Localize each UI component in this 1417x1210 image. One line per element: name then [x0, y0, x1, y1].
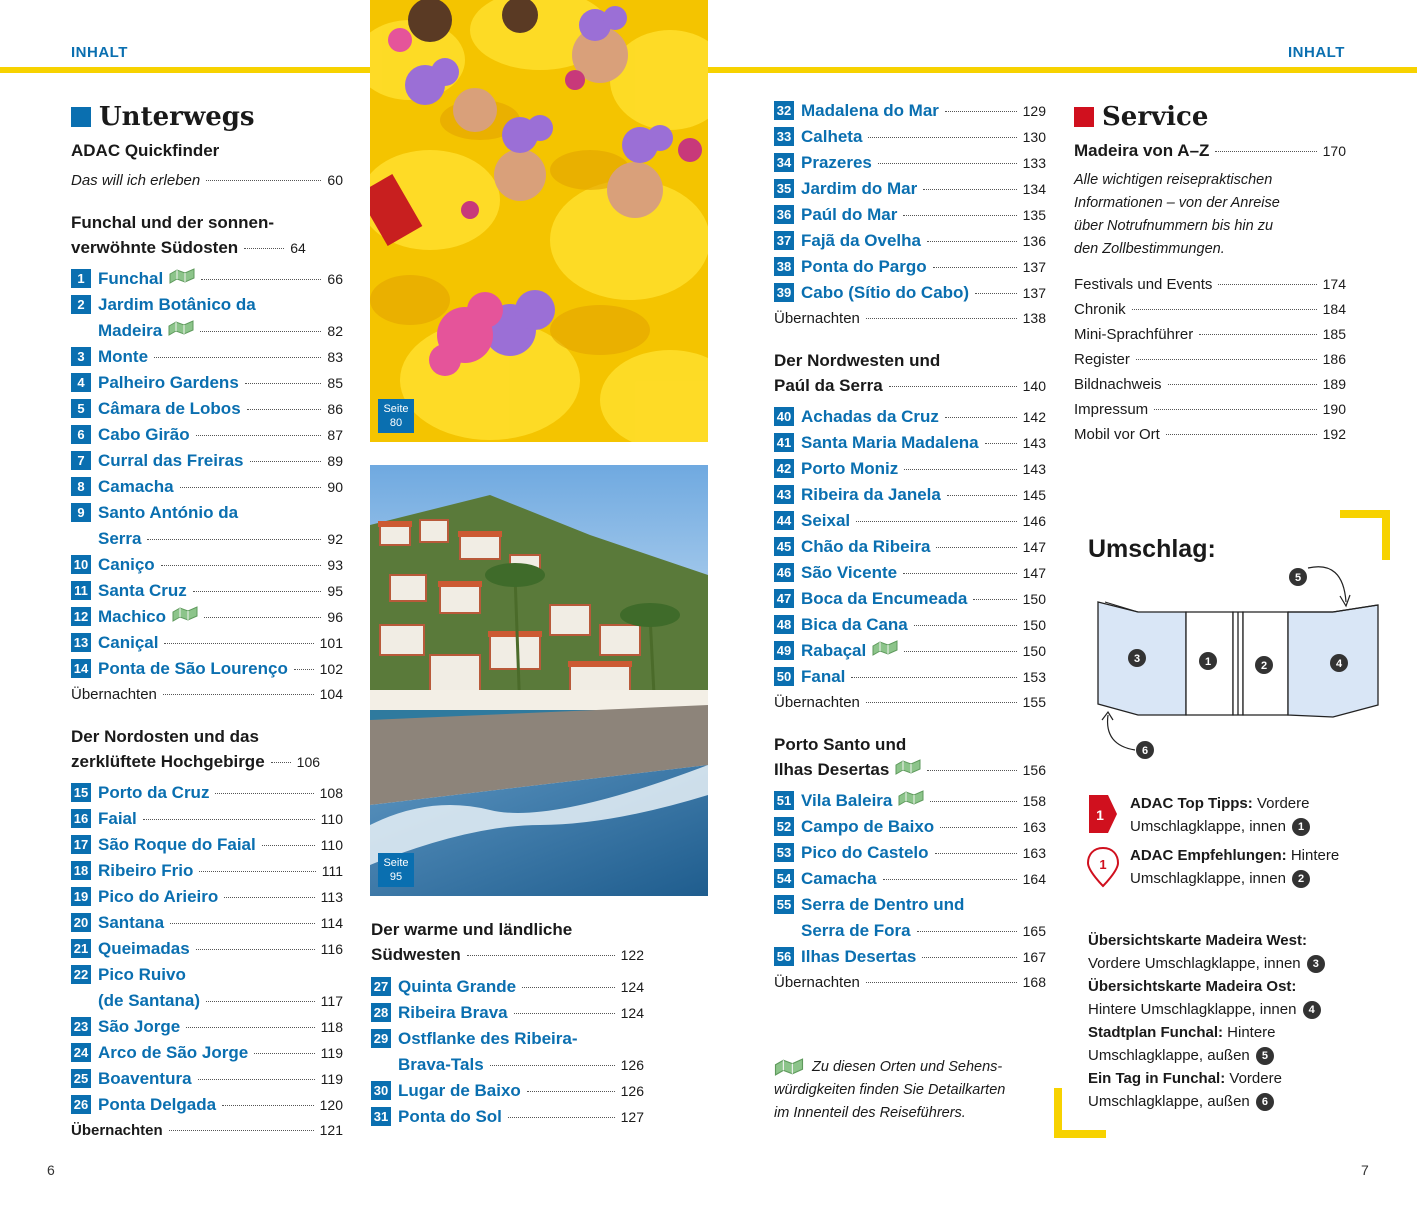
header-inhalt-left: INHALT: [71, 44, 128, 61]
toc-entry[interactable]: 22 Pico Ruivo: [71, 962, 343, 987]
toc-entry-madeira-a-z[interactable]: Madeira von A–Z 170: [1074, 141, 1346, 160]
cover-panel-label-4: 4: [1335, 658, 1343, 670]
stop-number-badge: 12: [71, 607, 91, 626]
quickfinder-heading: ADAC Quickfinder: [71, 141, 220, 160]
stop-number-badge: 38: [774, 257, 794, 276]
yellow-rule-left: [0, 67, 370, 73]
flower-festival-illustration: [370, 0, 708, 442]
stop-number-badge: 11: [71, 581, 91, 600]
blue-square-icon: [71, 107, 91, 127]
toc-entry[interactable]: 32 Madalena do Mar 129: [774, 98, 1046, 124]
detail-map-icon: [872, 640, 898, 656]
toc-column-service: [1074, 100, 1346, 447]
stop-number-badge: 52: [774, 817, 794, 836]
toc-entry-continued[interactable]: Serra de Fora 165: [801, 921, 1046, 940]
toc-entry[interactable]: 31 Ponta do Sol 127: [371, 1104, 644, 1130]
stop-number-badge: 8: [71, 477, 91, 496]
toc-entry-continued[interactable]: Brava-Tals 126: [398, 1055, 644, 1074]
detail-map-icon: [895, 759, 921, 775]
yellow-corner-top-right: [1338, 510, 1392, 564]
header-inhalt-right: INHALT: [1288, 44, 1345, 61]
toc-entry-uebernachten-nordwesten[interactable]: Übernachten 155: [774, 694, 1046, 711]
toc-entry[interactable]: 15 Porto da Cruz 108: [71, 780, 343, 806]
page-number-left: 6: [47, 1162, 55, 1178]
toc-entry[interactable]: 9 Santo António da: [71, 500, 343, 525]
region-heading-nordwesten-page[interactable]: Paúl da Serra 140: [774, 376, 1046, 395]
toc-entry[interactable]: 51 Vila Baleira 158: [774, 788, 1046, 814]
toc-entry[interactable]: 49 Rabaçal 150: [774, 638, 1046, 664]
stop-number-badge: 23: [71, 1017, 91, 1036]
toc-entry[interactable]: 26 Ponta Delgada 120: [71, 1092, 343, 1118]
toc-entry[interactable]: 47 Boca da Encumeada 150: [774, 586, 1046, 612]
cover-map-title: Ein Tag in Funchal: Vordere: [1088, 1070, 1282, 1087]
stop-number-badge: 29: [371, 1029, 391, 1048]
region-heading-portosanto-page[interactable]: Ilhas Desertas 156: [774, 760, 1046, 779]
stop-number-badge: 33: [774, 127, 794, 146]
stop-number-badge: 25: [71, 1069, 91, 1088]
detail-map-icon: [898, 790, 924, 806]
stop-number-badge: 45: [774, 537, 794, 556]
page-number-right: 7: [1361, 1162, 1369, 1178]
stop-number-badge: 1: [71, 269, 91, 288]
toc-entry[interactable]: 55 Serra de Dentro und: [774, 892, 1046, 917]
stop-number-badge: 18: [71, 861, 91, 880]
detail-map-icon: [774, 1058, 804, 1076]
toc-entry[interactable]: 12 Machico 96: [71, 604, 343, 630]
toc-entry[interactable]: 33 Calheta 130: [774, 124, 1046, 150]
toc-entry[interactable]: 50 Fanal 153: [774, 664, 1046, 690]
stop-number-badge: 24: [71, 1043, 91, 1062]
stop-number-badge: 53: [774, 843, 794, 862]
umschlag-heading: Umschlag:: [1088, 535, 1216, 563]
toc-list-funchal: [71, 266, 343, 682]
region-heading-suedwesten-page[interactable]: Südwesten 122: [371, 945, 644, 964]
toc-entry[interactable]: 11 Santa Cruz 95: [71, 578, 343, 604]
toc-list-suedwesten-part2: [774, 98, 1046, 306]
service-intro-line: den Zollbestimmungen.: [1074, 241, 1225, 257]
cover-map-location: Umschlagklappe, außen 6: [1088, 1090, 1378, 1113]
stop-number-badge: 5: [71, 399, 91, 418]
toc-entry[interactable]: 7 Curral das Freiras 89: [71, 448, 343, 474]
toc-entry-service[interactable]: Mini-Sprachführer 185: [1074, 326, 1346, 343]
cover-map-title: Übersichtskarte Madeira Ost:: [1088, 978, 1297, 995]
stop-number-badge: 28: [371, 1003, 391, 1022]
toc-column-suedwesten: [371, 917, 644, 1130]
toc-entry[interactable]: 17 São Roque do Faial 110: [71, 832, 343, 858]
toc-entry[interactable]: 25 Boaventura 119: [71, 1066, 343, 1092]
detail-map-note: Zu diesen Orten und Sehens- würdigkeiten finden Sie Detailkarten im Innenteil des Reiseführers.: [774, 1059, 1006, 1121]
region-heading-portosanto: Porto Santo und: [774, 735, 907, 754]
toc-column-unterwegs: [71, 100, 343, 1143]
legend-empfehlungen: ADAC Empfehlungen: Hintere Umschlagklappe, innen 2: [1130, 847, 1340, 887]
detail-map-icon: [169, 268, 195, 284]
toc-entry[interactable]: 45 Chão da Ribeira 147: [774, 534, 1046, 560]
stop-number-badge: 7: [71, 451, 91, 470]
coastal-village-illustration: [370, 465, 708, 896]
toc-entry[interactable]: 5 Câmara de Lobos 86: [71, 396, 343, 422]
toc-entry[interactable]: 48 Bica da Cana 150: [774, 612, 1046, 638]
toc-entry[interactable]: 20 Santana 114: [71, 910, 343, 936]
stop-number-badge: 34: [774, 153, 794, 172]
service-intro-line: Alle wichtigen reisepraktischen: [1074, 172, 1273, 188]
toc-entry-continued[interactable]: (de Santana) 117: [98, 991, 343, 1010]
stop-number-badge: 36: [774, 205, 794, 224]
photo-page-badge-95[interactable]: Seite 95: [378, 853, 414, 887]
toc-entry[interactable]: 24 Arco de São Jorge 119: [71, 1040, 343, 1066]
cover-map-location: Hintere Umschlagklappe, innen 4: [1088, 998, 1378, 1021]
legend-top-tipps: ADAC Top Tipps: Vordere Umschlagklappe, innen 1: [1130, 795, 1310, 835]
stop-number-badge: 39: [774, 283, 794, 302]
cover-map-title: Übersichtskarte Madeira West:: [1088, 932, 1307, 949]
toc-list-suedwesten-part1: [371, 974, 644, 1130]
stop-number-badge: 35: [774, 179, 794, 198]
cover-fold-diagram: [1088, 560, 1388, 770]
toc-entry[interactable]: 37 Fajã da Ovelha 136: [774, 228, 1046, 254]
top-tipp-marker-icon: [1086, 793, 1120, 837]
stop-number-badge: 17: [71, 835, 91, 854]
toc-entry-service[interactable]: Register 186: [1074, 351, 1346, 368]
region-heading-nordosten: Der Nordosten und das: [71, 727, 259, 746]
stop-number-badge: 15: [71, 783, 91, 802]
stop-number-badge: 14: [71, 659, 91, 678]
stop-number-badge: 49: [774, 641, 794, 660]
toc-entry[interactable]: 44 Seixal 146: [774, 508, 1046, 534]
photo-page-badge-80[interactable]: Seite 80: [378, 399, 414, 433]
toc-entry[interactable]: 23 São Jorge 118: [71, 1014, 343, 1040]
stop-number-badge: 47: [774, 589, 794, 608]
toc-entry-service[interactable]: Bildnachweis 189: [1074, 376, 1346, 393]
cover-number-badge: 3: [1307, 955, 1325, 973]
service-intro-line: Informationen – von der Anreise: [1074, 195, 1280, 211]
toc-entry-service[interactable]: Mobil vor Ort 192: [1074, 426, 1346, 443]
stop-number-badge: 2: [71, 295, 91, 314]
toc-entry-continued[interactable]: Madeira 82: [98, 321, 343, 340]
toc-entry[interactable]: 21 Queimadas 116: [71, 936, 343, 962]
cover-map-title: Stadtplan Funchal: Hintere: [1088, 1024, 1276, 1041]
toc-entry-service[interactable]: Festivals und Events 174: [1074, 276, 1346, 293]
toc-entry-uebernachten-suedwesten[interactable]: Übernachten 138: [774, 310, 1046, 327]
toc-entry[interactable]: 52 Campo de Baixo 163: [774, 814, 1046, 840]
cover-number-badge: 1: [1292, 818, 1310, 836]
toc-entry[interactable]: 10 Caniço 93: [71, 552, 343, 578]
stop-number-badge: 27: [371, 977, 391, 996]
toc-entry[interactable]: 19 Pico do Arieiro 113: [71, 884, 343, 910]
stop-number-badge: 46: [774, 563, 794, 582]
toc-entry[interactable]: 27 Quinta Grande 124: [371, 974, 644, 1000]
stop-number-badge: 3: [71, 347, 91, 366]
stop-number-badge: 56: [774, 947, 794, 966]
cover-panel-label-2: 2: [1260, 660, 1268, 672]
toc-entry[interactable]: 4 Palheiro Gardens 85: [71, 370, 343, 396]
stop-number-badge: 54: [774, 869, 794, 888]
detail-map-icon: [168, 320, 194, 336]
toc-entry[interactable]: 16 Faial 110: [71, 806, 343, 832]
region-heading-funchal: Funchal und der sonnen-: [71, 213, 275, 232]
toc-entry-service[interactable]: Impressum 190: [1074, 401, 1346, 418]
stop-number-badge: 44: [774, 511, 794, 530]
cover-number-badge: 2: [1292, 870, 1310, 888]
stop-number-badge: 9: [71, 503, 91, 522]
toc-entry[interactable]: 40 Achadas da Cruz 142: [774, 404, 1046, 430]
toc-entry[interactable]: 46 São Vicente 147: [774, 560, 1046, 586]
cover-maps-list: [1088, 929, 1378, 1113]
toc-entry[interactable]: 35 Jardim do Mar 134: [774, 176, 1046, 202]
cover-panel-label-6: 6: [1141, 745, 1149, 757]
stop-number-badge: 55: [774, 895, 794, 914]
red-square-icon: [1074, 107, 1094, 127]
photo-coastal-village: [370, 465, 708, 896]
toc-entry[interactable]: 3 Monte 83: [71, 344, 343, 370]
stop-number-badge: 37: [774, 231, 794, 250]
toc-entry-quickfinder[interactable]: Das will ich erleben 60: [71, 172, 343, 189]
toc-entry[interactable]: 56 Ilhas Desertas 167: [774, 944, 1046, 970]
toc-list-portosanto: [774, 788, 1046, 970]
stop-number-badge: 43: [774, 485, 794, 504]
section-title-unterwegs: Unterwegs: [71, 100, 343, 134]
cover-panel-label-5: 5: [1294, 572, 1302, 584]
cover-map-location: Umschlagklappe, außen 5: [1088, 1044, 1378, 1067]
toc-entry[interactable]: 6 Cabo Girão 87: [71, 422, 343, 448]
cover-number-badge: 4: [1303, 1001, 1321, 1019]
toc-entry-continued[interactable]: Serra 92: [98, 529, 343, 548]
region-heading-nordwesten: Der Nordwesten und: [774, 351, 941, 370]
toc-entry-uebernachten-funchal[interactable]: Übernachten 104: [71, 686, 343, 703]
toc-entry-uebernachten-nordosten[interactable]: Übernachten 121: [71, 1122, 343, 1139]
stop-number-badge: 13: [71, 633, 91, 652]
toc-entry[interactable]: 39 Cabo (Sítio do Cabo) 137: [774, 280, 1046, 306]
toc-entry[interactable]: 41 Santa Maria Madalena 143: [774, 430, 1046, 456]
cover-number-badge: 5: [1256, 1047, 1274, 1065]
toc-entry-service[interactable]: Chronik 184: [1074, 301, 1346, 318]
region-heading-suedwesten: Der warme und ländliche: [371, 920, 573, 939]
cover-number-badge: 6: [1256, 1093, 1274, 1111]
stop-number-badge: 51: [774, 791, 794, 810]
toc-entry[interactable]: 29 Ostflanke des Ribeira-: [371, 1026, 644, 1051]
detail-map-icon: [172, 606, 198, 622]
toc-entry[interactable]: 30 Lugar de Baixo 126: [371, 1078, 644, 1104]
toc-entry[interactable]: 2 Jardim Botânico da: [71, 292, 343, 317]
stop-number-badge: 30: [371, 1081, 391, 1100]
photo-flower-festival: [370, 0, 708, 442]
toc-list-nordwesten: [774, 404, 1046, 690]
svg-text:1: 1: [1099, 857, 1107, 872]
region-heading-nordosten-page[interactable]: zerklüftete Hochgebirge 106: [71, 752, 321, 771]
toc-entry[interactable]: 38 Ponta do Pargo 137: [774, 254, 1046, 280]
yellow-rule-right: [708, 67, 1417, 73]
toc-entry[interactable]: 54 Camacha 164: [774, 866, 1046, 892]
stop-number-badge: 50: [774, 667, 794, 686]
toc-entry[interactable]: 8 Camacha 90: [71, 474, 343, 500]
region-heading-funchal-page[interactable]: verwöhnte Südosten 64: [71, 238, 306, 257]
stop-number-badge: 6: [71, 425, 91, 444]
toc-entry[interactable]: 18 Ribeiro Frio 111: [71, 858, 343, 884]
stop-number-badge: 26: [71, 1095, 91, 1114]
toc-entry[interactable]: 14 Ponta de São Lourenço 102: [71, 656, 343, 682]
toc-entry[interactable]: 53 Pico do Castelo 163: [774, 840, 1046, 866]
service-intro-line: über Notrufnummern bis hin zu: [1074, 218, 1274, 234]
stop-number-badge: 41: [774, 433, 794, 452]
stop-number-badge: 10: [71, 555, 91, 574]
section-title-service: Service: [1074, 100, 1346, 134]
toc-entry[interactable]: 42 Porto Moniz 143: [774, 456, 1046, 482]
stop-number-badge: 31: [371, 1107, 391, 1126]
cover-panel-label-3: 3: [1133, 653, 1141, 665]
stop-number-badge: 19: [71, 887, 91, 906]
toc-entry-uebernachten-portosanto[interactable]: Übernachten 168: [774, 974, 1046, 991]
toc-entry[interactable]: 28 Ribeira Brava 124: [371, 1000, 644, 1026]
stop-number-badge: 42: [774, 459, 794, 478]
toc-list-nordosten: [71, 780, 343, 1118]
stop-number-badge: 21: [71, 939, 91, 958]
stop-number-badge: 4: [71, 373, 91, 392]
cover-map-location: Vordere Umschlagklappe, innen 3: [1088, 952, 1378, 975]
toc-entry[interactable]: 43 Ribeira da Janela 145: [774, 482, 1046, 508]
stop-number-badge: 40: [774, 407, 794, 426]
cover-panel-label-1: 1: [1204, 656, 1212, 668]
svg-text:1: 1: [1096, 807, 1104, 823]
stop-number-badge: 16: [71, 809, 91, 828]
stop-number-badge: 48: [774, 615, 794, 634]
toc-entry[interactable]: 34 Prazeres 133: [774, 150, 1046, 176]
toc-entry[interactable]: 13 Caniçal 101: [71, 630, 343, 656]
toc-entry[interactable]: 1 Funchal 66: [71, 266, 343, 292]
stop-number-badge: 22: [71, 965, 91, 984]
stop-number-badge: 32: [774, 101, 794, 120]
stop-number-badge: 20: [71, 913, 91, 932]
toc-list-service: [1074, 272, 1346, 447]
toc-entry[interactable]: 36 Paúl do Mar 135: [774, 202, 1046, 228]
toc-column-west: [774, 98, 1046, 995]
empfehlung-marker-icon: [1086, 846, 1120, 890]
